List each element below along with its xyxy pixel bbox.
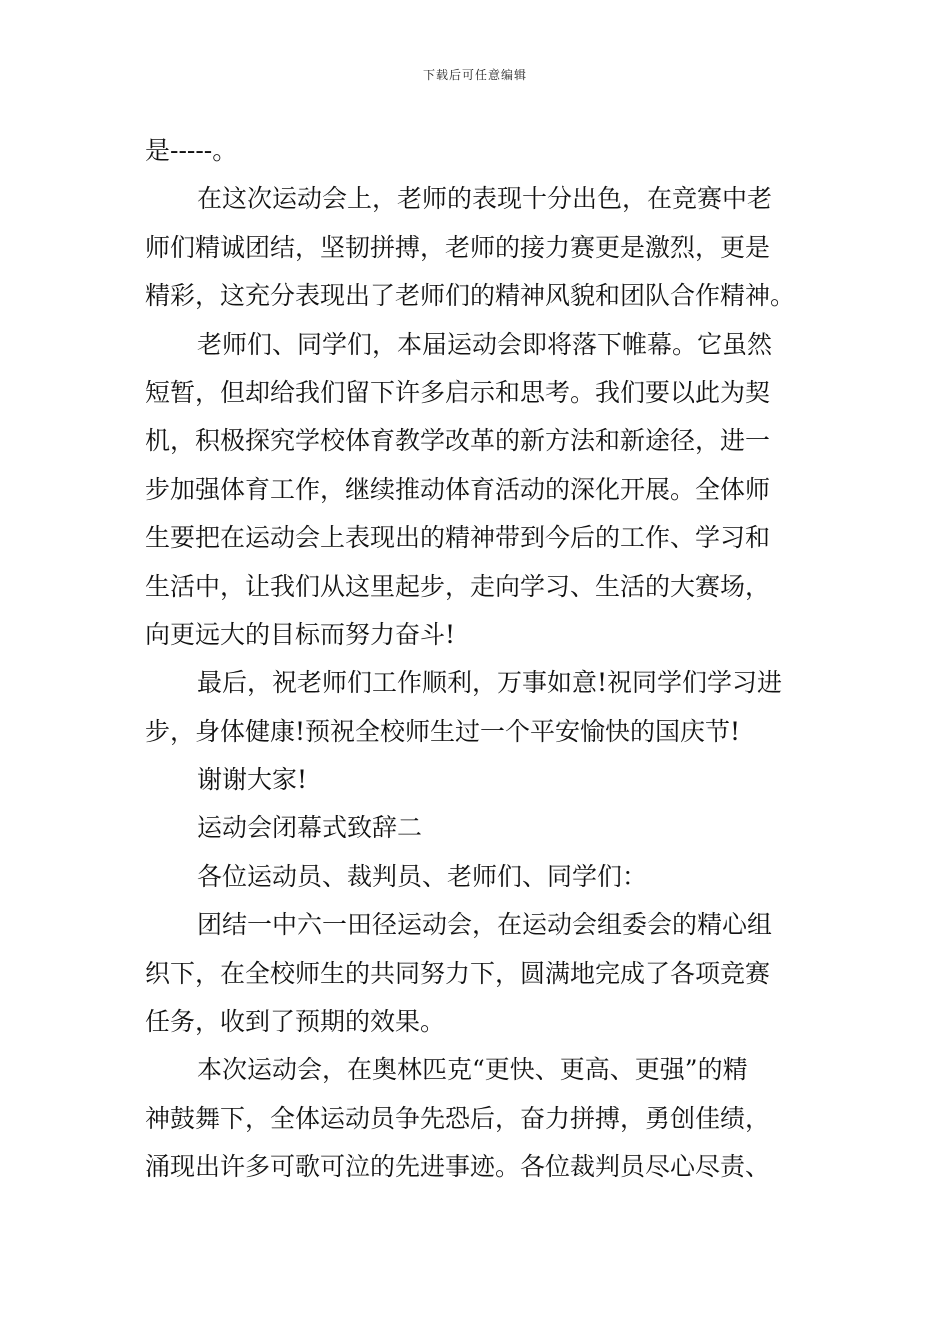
- document-body: [145, 127, 807, 1192]
- text-line: 是-----。: [145, 136, 238, 165]
- text-line: 机，积极探究学校体育教学改革的新方法和新途径，进一: [145, 426, 771, 456]
- text-line: 步，身体健康!预祝全校师生过一个平安愉快的国庆节!: [145, 716, 741, 746]
- paragraph-start-line: 团结一中六一田径运动会，在运动会组委会的精心组: [197, 910, 773, 940]
- text-line: 任务，收到了预期的效果。: [145, 1007, 446, 1037]
- text-line: 生要把在运动会上表现出的精神带到今后的工作、学习和: [145, 523, 771, 553]
- paragraph-start-line: 老师们、同学们，本届运动会即将落下帷幕。它虽然: [197, 329, 773, 359]
- salutation-line: 各位运动员、裁判员、老师们、同学们：: [197, 861, 648, 891]
- page-header: 下载后可任意编辑: [422, 68, 527, 82]
- closing-thanks-line: 谢谢大家!: [197, 765, 308, 795]
- text-line: 师们精诚团结，坚韧拼搏，老师的接力赛更是激烈，更是: [145, 232, 771, 262]
- section-title: 运动会闭幕式致辞二: [197, 813, 423, 843]
- paragraph-start-line: 最后，祝老师们工作顺利，万事如意!祝同学们学习进: [197, 668, 783, 698]
- paragraph-start-line: 在这次运动会上，老师的表现十分出色，在竞赛中老: [197, 184, 773, 214]
- text-line: 精彩，这充分表现出了老师们的精神风貌和团队合作精神。: [145, 281, 796, 311]
- text-line: 向更远大的目标而努力奋斗!: [145, 619, 456, 649]
- text-line: 生活中，让我们从这里起步，走向学习、生活的大赛场，: [145, 571, 771, 601]
- paragraph-start-line: 本次运动会，在奥林匹克“更快、更高、更强”的精: [197, 1055, 748, 1085]
- text-line: 织下，在全校师生的共同努力下，圆满地完成了各项竞赛: [145, 958, 771, 988]
- text-line: 步加强体育工作，继续推动体育活动的深化开展。全体师: [145, 474, 771, 504]
- text-line: 短暂，但却给我们留下许多启示和思考。我们要以此为契: [145, 377, 771, 407]
- text-line: 神鼓舞下，全体运动员争先恐后，奋力拼搏，勇创佳绩，: [145, 1103, 771, 1133]
- text-line: 涌现出许多可歌可泣的先进事迹。各位裁判员尽心尽责、: [145, 1152, 771, 1182]
